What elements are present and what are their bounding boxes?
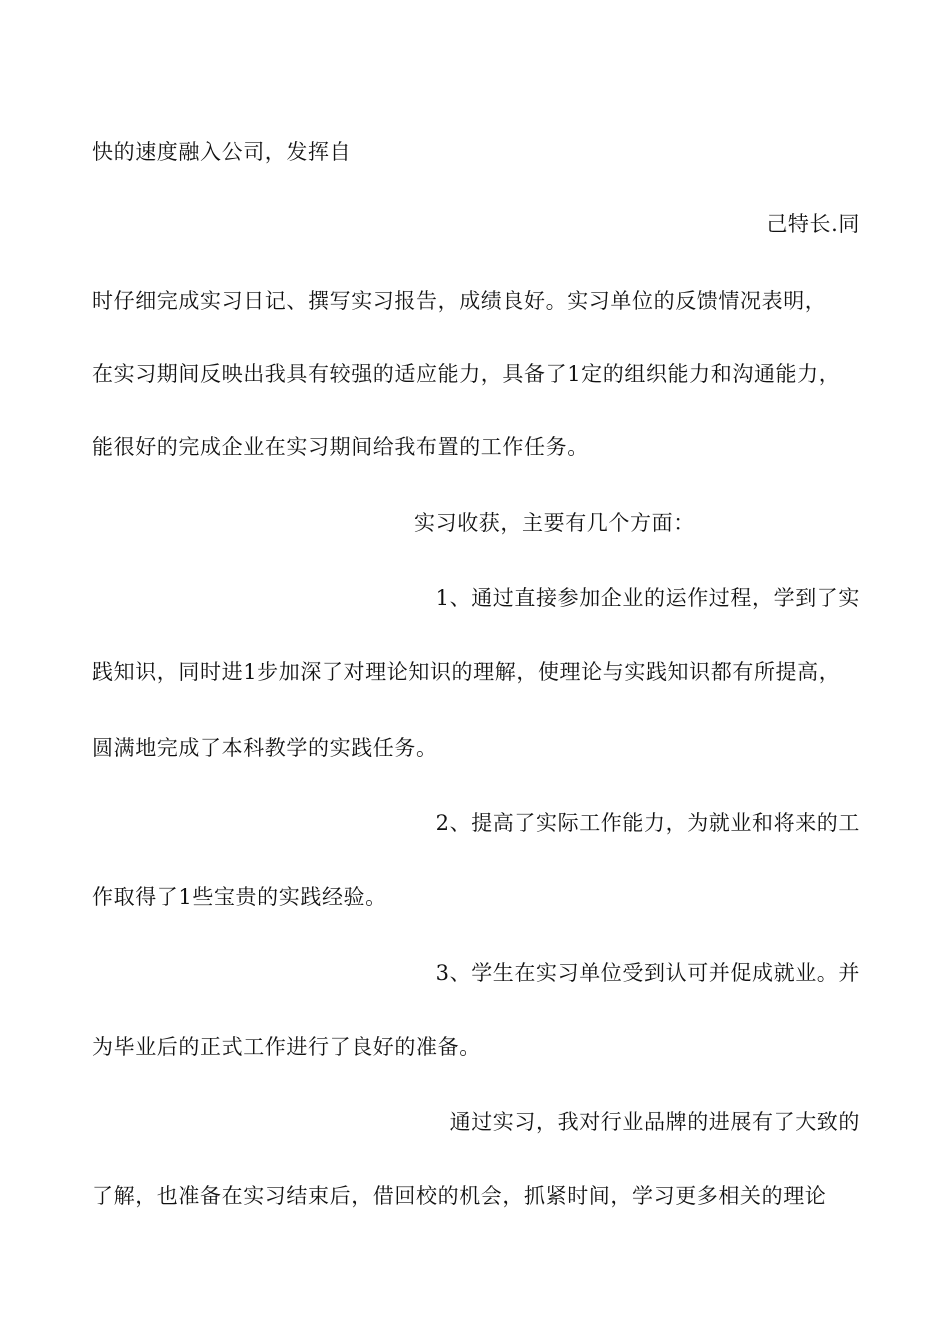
text-line: 通过实习，我对行业品牌的进展有了大致的 [449,1110,860,1134]
text-line: 圆满地完成了本科教学的实践任务。 [92,736,438,760]
text-line: 时仔细完成实习日记、撰写实习报告，成绩良好。实习单位的反馈情况表明， [92,289,827,313]
text-line: 了解，也准备在实习结束后，借回校的机会，抓紧时间，学习更多相关的理论 [92,1184,827,1208]
text-line: 快的速度融入公司，发挥自 [92,140,352,164]
text-line: 作取得了1些宝贵的实践经验。 [92,885,387,909]
text-line: 己特长.同 [766,212,860,236]
text-line: 在实习期间反映出我具有较强的适应能力，具备了1定的组织能力和沟通能力， [92,362,841,386]
list-item: 2、提高了实际工作能力，为就业和将来的工 [435,811,860,835]
text-line: 能很好的完成企业在实习期间给我布置的工作任务。 [92,435,589,459]
list-item: 1、通过直接参加企业的运作过程，学到了实 [435,586,860,610]
text-line: 践知识，同时进1步加深了对理论知识的理解，使理论与实践知识都有所提高， [92,660,841,684]
section-heading: 实习收获，主要有几个方面： [414,511,695,535]
text-line: 为毕业后的正式工作进行了良好的准备。 [92,1035,481,1059]
list-item: 3、学生在实习单位受到认可并促成就业。并 [435,961,860,985]
